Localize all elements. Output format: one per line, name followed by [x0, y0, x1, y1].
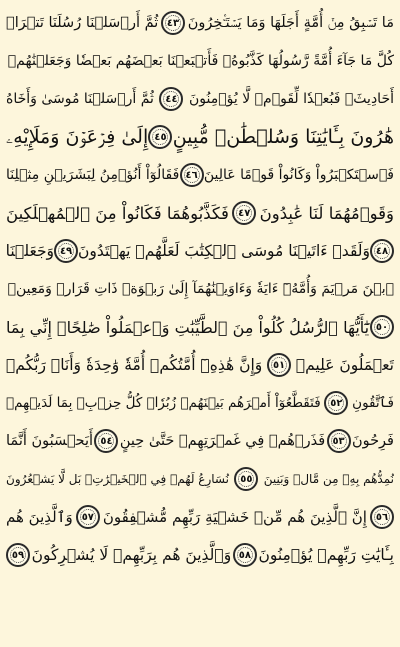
verse-text: إِلَىٰ فِرۡعَوۡنَ وَمَلَإِيْهِۦ [6, 126, 149, 148]
verse-text: ٱبۡنَ مَرۡيَمَ وَأُمَّهُۥٓ ءَايَةٗ وَءَاوَيۡنَٰهُمَآ إِلَىٰ رَبۡوَةٖ ذَاتِ قَرَارٖ وَمَعِينٖ [7, 281, 394, 297]
verse-text: كُلَّ مَا جَآءَ أُمَّةً رَّسُولُهَا كَذَّبُوهُۖ فَأَتۡبَعۡنَا بَعۡضَهُم بَعۡضٗا وَجَعَلۡنَٰهُمۡ [7, 53, 394, 69]
verse-text: وَجَعَلۡنَا [6, 242, 55, 260]
text-line [6, 42, 394, 80]
text-line [6, 156, 394, 194]
verse-text: وَٱلَّذِينَ هُم [6, 508, 73, 526]
verse-text: وَإِنَّ هَٰذِهِۦٓ أُمَّتُكُمۡ أُمَّةٗ وَٰحِدَةٗ وَأَنَا۠ رَبُّكُمۡ [6, 356, 263, 374]
verse-text: يَٰٓأَيُّهَا ٱلرُّسُلُ كُلُواْ مِنَ ٱلطَّيِّبَٰتِ وَٱعۡمَلُواْ صَٰلِحًاۖ إِنِّي بِمَا [6, 317, 370, 337]
verse-text: أَحَادِيثَۚ فَبُعۡدٗا لِّقَوۡمٖ لَّا يُؤۡمِنُونَ [188, 91, 394, 107]
ayah-number-marker: ٥٧ [76, 505, 100, 529]
verse-text: فَكَذَّبُوهُمَا فَكَانُواْ مِنَ ٱلۡمُهۡلَكِينَ [6, 203, 229, 223]
verse-text: فَقَالُوٓاْ أَنُؤۡمِنُ لِبَشَرَيۡنِ مِثۡلِنَا [6, 167, 180, 183]
text-line [6, 80, 394, 118]
ayah-number-marker: ٤٣ [161, 11, 185, 35]
verse-text: فَذَرۡهُمۡ فِي غَمۡرَتِهِمۡ حَتَّىٰ حِينٍ [119, 433, 326, 449]
text-line [6, 118, 394, 156]
verse-text: وَٱلَّذِينَ هُم بِرَبِّهِمۡ لَا يُشۡرِكُونَ [31, 546, 232, 564]
text-line [6, 536, 394, 574]
ayah-number-marker: ٤٧ [232, 201, 256, 225]
verse-text: مَا تَسۡبِقُ مِنۡ أُمَّةٍ أَجَلَهَا وَمَا يَسۡتَـٔۡخِرُونَ [187, 15, 394, 31]
verse-text: فَٱتَّقُونِ [352, 395, 394, 411]
verse-text: بِـَٔايَٰتِ رَبِّهِمۡ يُؤۡمِنُونَ [258, 546, 394, 564]
ayah-number-marker: ٥٢ [324, 391, 348, 415]
verse-text: ثُمَّ أَرۡسَلۡنَا مُوسَىٰ وَأَخَاهُ [6, 91, 154, 107]
ayah-number-marker: ٤٩ [54, 239, 78, 263]
ayah-number-marker: ٥٥ [234, 467, 258, 491]
text-line [6, 422, 394, 460]
verse-text: نُسَارِعُ لَهُمۡ فِي ٱلۡخَيۡرَٰتِۚ بَل لَّا يَشۡعُرُونَ [6, 472, 229, 486]
ayah-number-marker: ٤٥ [148, 125, 172, 149]
ayah-number-marker: ٥١ [267, 353, 291, 377]
verse-text: وَقَوۡمُهُمَا لَنَا عَٰبِدُونَ [259, 203, 394, 223]
verse-text: إِنَّ ٱلَّذِينَ هُم مِّنۡ خَشۡيَةِ رَبِّهِم مُّشۡفِقُونَ [102, 508, 367, 526]
ayah-number-marker: ٥٩ [6, 543, 30, 567]
verse-text: ثُمَّ أَرۡسَلۡنَا رُسُلَنَا تَتۡرَاۖ [6, 15, 159, 31]
ayah-number-marker: ٥٤ [94, 429, 118, 453]
verse-text: فَرِحُونَ [351, 433, 394, 449]
verse-text: هَٰرُونَ بِـَٔايَٰتِنَا وَسُلۡطَٰنٖ مُّبِينٍ [172, 126, 394, 148]
text-line [6, 308, 394, 346]
ayah-number-marker: ٥٦ [370, 505, 394, 529]
verse-text: تَعۡمَلُونَ عَلِيمٞ [295, 356, 394, 374]
ayah-number-marker: ٥٠ [370, 315, 394, 339]
text-line [6, 498, 394, 536]
ayah-number-marker: ٤٨ [370, 239, 394, 263]
text-line [6, 460, 394, 498]
ayah-number-marker: ٤٤ [159, 87, 183, 111]
text-line [6, 4, 394, 42]
verse-text: فَتَقَطَّعُوٓاْ أَمۡرَهُم بَيۡنَهُمۡ زُبُرٗاۖ كُلُّ حِزۡبِۭ بِمَا لَدَيۡهِمۡ [6, 395, 321, 411]
text-line [6, 346, 394, 384]
text-line [6, 270, 394, 308]
verse-text: نُمِدُّهُم بِهِۦ مِن مَّالٖ وَبَنِينَ [263, 472, 394, 486]
text-line [6, 384, 394, 422]
verse-text: فَٱسۡتَكۡبَرُواْ وَكَانُواْ قَوۡمًا عَالِينَ [203, 167, 394, 183]
ayah-number-marker: ٥٣ [327, 429, 351, 453]
ayah-number-marker: ٥٨ [233, 543, 257, 567]
ayah-number-marker: ٤٦ [180, 163, 204, 187]
text-line [6, 194, 394, 232]
verse-text: أَيَحۡسَبُونَ أَنَّمَا [6, 433, 94, 449]
text-line [6, 232, 394, 270]
verse-text: وَلَقَدۡ ءَاتَيۡنَا مُوسَى ٱلۡكِتَٰبَ لَعَلَّهُمۡ يَهۡتَدُونَ [78, 242, 370, 260]
